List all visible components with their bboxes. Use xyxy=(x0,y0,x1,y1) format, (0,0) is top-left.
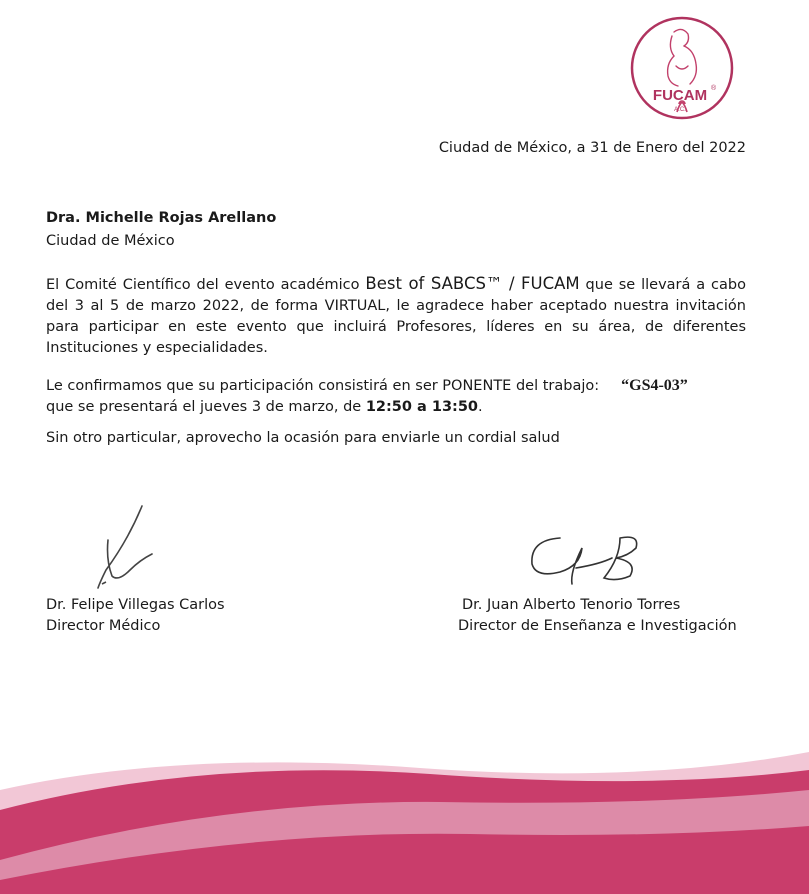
footer-waves xyxy=(0,730,809,894)
recipient-name: Dra. Michelle Rojas Arellano xyxy=(46,210,277,226)
invitation-text-end: que se llevará a cabo del 3 al 5 de marzo 2022, de forma VIRTUAL, le agradece haber aceptado nuestra invitación para participar en este evento que incluirá Profesores, líderes en su área, de diferentes Instituciones y especialidades. xyxy=(46,277,746,356)
paragraph-invitation xyxy=(46,273,746,359)
signer-left-name: Dr. Felipe Villegas Carlos xyxy=(46,597,225,613)
fucam-logo xyxy=(628,14,736,122)
event-name: Best of SABCS™ / FUCAM xyxy=(365,274,580,293)
signer-right xyxy=(458,595,737,637)
recipient-city: Ciudad de México xyxy=(46,233,175,249)
signer-left-title: Director Médico xyxy=(46,618,161,634)
signature-villegas xyxy=(88,500,168,592)
paragraph-closing: Sin otro particular, aprovecho la ocasión para enviarle un cordial salud xyxy=(46,430,560,446)
schedule-end: . xyxy=(478,399,483,415)
signer-right-name: Dr. Juan Alberto Tenorio Torres xyxy=(462,597,681,613)
invitation-text-start: El Comité Científico del evento académico xyxy=(46,277,366,293)
signer-right-title: Director de Enseñanza e Investigación xyxy=(458,618,737,634)
signer-left xyxy=(46,595,225,637)
work-code: “GS4-03” xyxy=(621,377,688,394)
logo-text: FUCAM xyxy=(652,87,708,104)
paragraph-confirmation xyxy=(46,375,746,418)
logo-sub: A.C. xyxy=(674,107,686,113)
schedule-time: 12:50 a 13:50 xyxy=(365,399,479,415)
logo-registered: ® xyxy=(711,85,717,92)
signature-tenorio xyxy=(520,528,650,588)
confirmation-text: Le confirmamos que su participación consistirá en ser PONENTE del trabajo: xyxy=(46,378,600,394)
confirmation-line-2 xyxy=(46,397,746,418)
letter-date: Ciudad de México, a 31 de Enero del 2022 xyxy=(438,140,746,156)
schedule-text: que se presentará el jueves 3 de marzo, de xyxy=(46,399,366,415)
confirmation-line-1 xyxy=(46,375,746,397)
